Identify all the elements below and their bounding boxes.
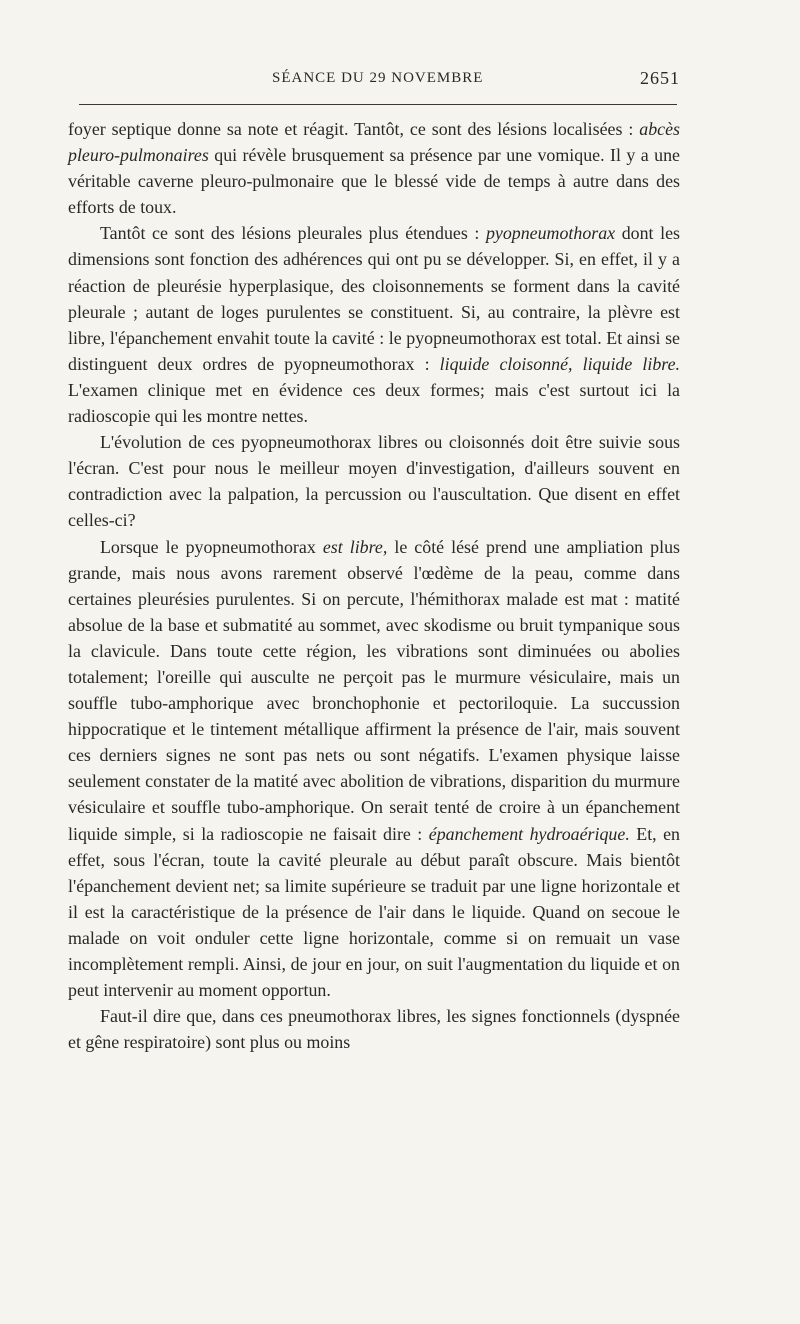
- text-segment: le côté lésé prend une ampliation plus grande, mais nous avons rarement observé l'œdème de la peau, comme dans certaines pleurésies purulentes. Si on percute, l'hémithorax malade est mat : matité absolue de la base et submatité au sommet, avec skodisme ou bruit tympanique sous la clavicule. Dans toute cette région, les vibrations sont diminuées ou abolies totalement; l'oreille qui ausculte ne perçoit pas le murmure vésiculaire, mais un souffle tubo-amphorique avec bronchophonie et pectoriloquie. La succussion hippocratique et le tintement métallique affirment la présence de l'air, mais souvent ces derniers signes ne sont pas nets ou sont négatifs. L'examen physique laisse seulement constater de la matité avec abolition de vibrations, disparition du murmure vésiculaire et souffle tubo-amphorique. On serait tenté de croire à un épanchement liquide simple, si la radioscopie ne faisait dire :: [68, 536, 680, 844]
- document-page: [62, 0, 680, 1324]
- paragraph-1: [68, 116, 680, 220]
- italic-term: liquide cloisonné, liquide libre.: [439, 353, 680, 374]
- text-segment: Et, en effet, sous l'écran, toute la cavité pleurale au début paraît obscure. Mais bientôt l'épanchement devient net; sa limite supérieure se traduit par une ligne horizontale et il est la caractéristique de la présence de l'air dans le liquide. Quand on secoue le malade on voit onduler cette ligne horizontale, comme si on remuait un vase incomplètement rempli. Ainsi, de jour en jour, on suit l'augmentation du liquide et on peut intervenir au moment opportun.: [68, 823, 680, 1001]
- italic-term: épanchement hydroaérique.: [428, 823, 630, 844]
- page-header: [62, 62, 680, 92]
- paragraph-2: [68, 220, 680, 429]
- page-number: 2651: [640, 68, 680, 88]
- text-segment: Tantôt ce sont des lésions pleurales plus étendues :: [100, 223, 486, 244]
- text-segment: foyer septique donne sa note et réagit. Tantôt, ce sont des lésions localisées :: [68, 119, 640, 139]
- text-segment: Faut-il dire que, dans ces pneumothorax libres, les signes fonctionnels (dyspnée et gêne respiratoire) sont plus ou moins: [68, 1006, 680, 1053]
- text-segment: dont les dimensions sont fonction des adhérences qui ont pu se développer. Si, en effet, il y a réaction de pleurésie hyperplasique, des cloisonnements se forment dans la cavité pleurale ; autant de loges purulentes se constituent. Si, au contraire, la plèvre est libre, l'épanchement envahit toute la cavité : le pyopneumothorax est total. Et ainsi se distinguent deux ordres de pyopneumothorax :: [68, 223, 680, 374]
- paragraph-3: [68, 429, 680, 533]
- text-segment: L'examen clinique met en évidence ces deux formes; mais c'est surtout ici la radioscopie qui les montre nettes.: [68, 379, 680, 427]
- running-title: SÉANCE DU 29 NOVEMBRE: [272, 70, 484, 86]
- italic-term: est libre,: [322, 536, 388, 557]
- paragraph-4: [68, 534, 680, 1004]
- italic-term: pyopneumothorax: [485, 223, 616, 244]
- body-text: [68, 116, 680, 1055]
- header-rule: [79, 104, 677, 105]
- text-segment: Lorsque le pyopneumothorax: [100, 536, 323, 557]
- text-segment: L'évolution de ces pyopneumothorax libres ou cloisonnés doit être suivie sous l'écran. C'est pour nous le meilleur moyen d'investigation, d'ailleurs souvent en contradiction avec la palpation, la percussion ou l'auscultation. Que disent en effet celles-ci?: [68, 432, 680, 531]
- paragraph-5: [68, 1003, 680, 1055]
- italic-term: abcès pleuro-pulmonaires: [68, 119, 680, 166]
- text-segment: qui révèle brusquement sa présence par une vomique. Il y a une véritable caverne pleuro-pulmonaire que le blessé vide de temps à autre dans des efforts de toux.: [68, 145, 680, 218]
